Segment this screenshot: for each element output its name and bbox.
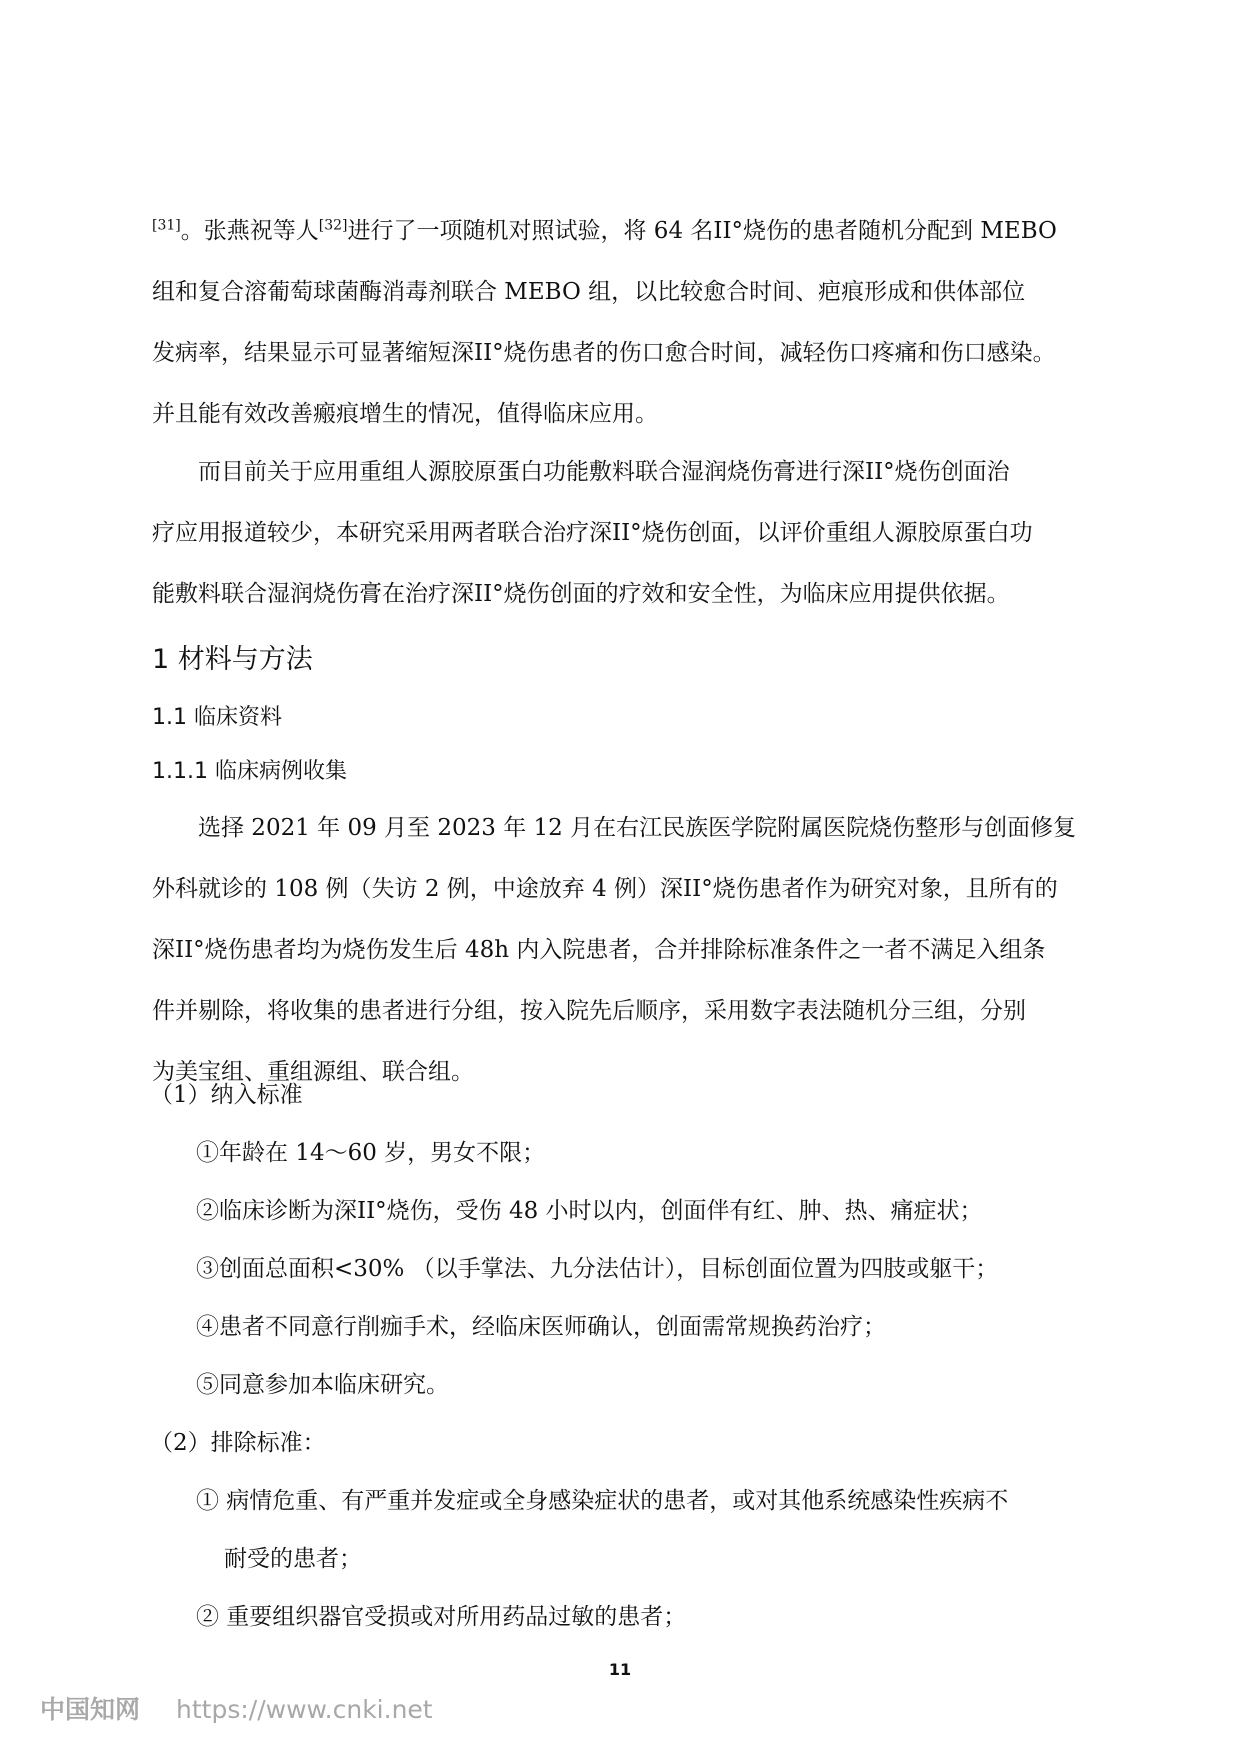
- section-1-heading: 1 材料与方法: [152, 644, 313, 675]
- paragraph-2-line-2: 疗应用报道较少，本研究采用两者联合治疗深II°烧伤创面，以评价重组人源胶原蛋白功: [152, 520, 1033, 546]
- paragraph-3-line-1: 选择 2021 年 09 月至 2023 年 12 月在右江民族医学院附属医院烧伤整形与创面修复: [198, 815, 1077, 841]
- paragraph-1-line-2: 组和复合溶葡萄球菌酶消毒剂联合 MEBO 组，以比较愈合时间、疤痕形成和供体部位: [152, 279, 1026, 305]
- paragraph-2-line-3: 能敷料联合湿润烧伤膏在治疗深II°烧伤创面的疗效和安全性，为临床应用提供依据。: [152, 581, 1010, 607]
- paragraph-3-line-3: 深II°烧伤患者均为烧伤发生后 48h 内入院患者，合并排除标准条件之一者不满足入组条: [152, 937, 1046, 963]
- section-1-1-1-heading: 1.1.1 临床病例收集: [152, 759, 347, 784]
- paragraph-1-line-3: 发病率，结果显示可显著缩短深II°烧伤患者的伤口愈合时间，减轻伤口疼痛和伤口感染。: [152, 340, 1056, 366]
- paragraph-3-line-5: 为美宝组、重组源组、联合组。: [152, 1059, 474, 1085]
- exclusion-item-1-line-1: ① 病情危重、有严重并发症或全身感染症状的患者，或对其他系统感染性疾病不: [196, 1488, 1009, 1514]
- cnki-watermark: [40, 1690, 433, 1726]
- citation-31: [31]: [152, 217, 181, 234]
- section-1-1-heading: 1.1 临床资料: [152, 705, 282, 730]
- citation-32: [32]: [318, 217, 348, 234]
- exclusion-item-2: ② 重要组织器官受损或对所用药品过敏的患者；: [196, 1604, 687, 1630]
- page-number: 11: [608, 1660, 632, 1679]
- inclusion-item-4: ④患者不同意行削痂手术，经临床医师确认，创面需常规换药治疗；: [196, 1314, 886, 1340]
- inclusion-item-1: ①年龄在 14～60 岁，男女不限；: [196, 1140, 546, 1166]
- paragraph-1: [152, 201, 1087, 445]
- inclusion-heading: （1）纳入标准: [150, 1082, 303, 1108]
- paragraph-3-line-2: 外科就诊的 108 例（失访 2 例，中途放弃 4 例）深II°烧伤患者作为研究对象，且所有的: [152, 876, 1058, 902]
- paragraph-1-line-4: 并且能有效改善瘢痕增生的情况，值得临床应用。: [152, 401, 658, 427]
- paragraph-2-line-1: 而目前关于应用重组人源胶原蛋白功能敷料联合湿润烧伤膏进行深II°烧伤创面治: [198, 459, 1010, 485]
- paragraph-3: [152, 798, 1087, 1103]
- inclusion-item-3: ③创面总面积<30% （以手掌法、九分法估计），目标创面位置为四肢或躯干；: [196, 1256, 999, 1282]
- inclusion-item-2: ②临床诊断为深II°烧伤，受伤 48 小时以内，创面伴有红、肿、热、痛症状；: [196, 1198, 983, 1224]
- exclusion-item-1-line-2: 耐受的患者；: [224, 1546, 362, 1572]
- paragraph-3-line-4: 件并剔除，将收集的患者进行分组，按入院先后顺序，采用数字表法随机分三组，分别: [152, 998, 1026, 1024]
- cnki-logo: 中国知网: [40, 1695, 141, 1724]
- paragraph-1-line-1: [31]。张燕祝等人[32]进行了一项随机对照试验，将 64 名II°烧伤的患者随机分配到 MEBO: [152, 217, 1057, 244]
- inclusion-item-5: ⑤同意参加本临床研究。: [196, 1372, 449, 1398]
- paragraph-2: [152, 442, 1087, 625]
- cnki-url[interactable]: https://www.cnki.net: [176, 1695, 433, 1724]
- exclusion-heading: （2）排除标准：: [150, 1430, 326, 1456]
